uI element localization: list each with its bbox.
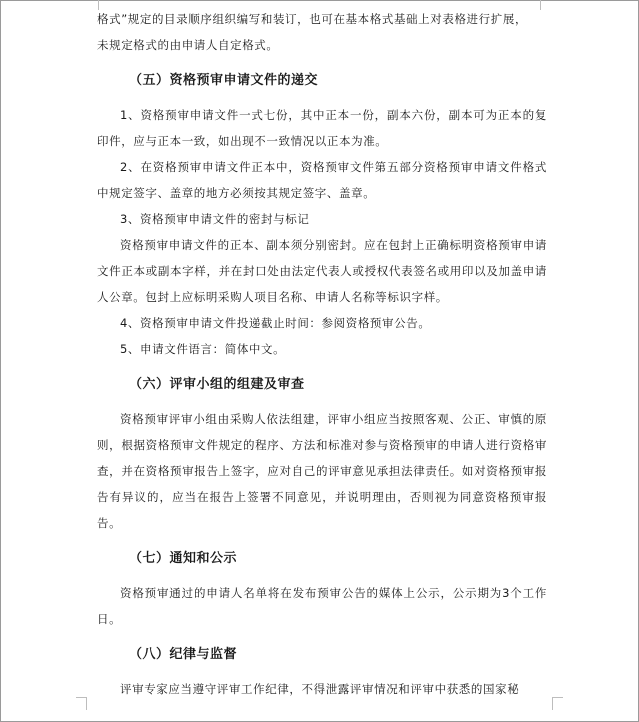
margin-crop-mark: [552, 697, 563, 710]
paragraph: 5、申请文件语言：简体中文。: [120, 342, 286, 356]
document-body: [97, 6, 547, 702]
paragraph: 资格预审申请文件的正本、副本须分别密封。应在包封上正确标明资格预审申请文件正本或副本字样，并在封口处由法定代表人或授权代表签名或用印以及加盖申请人公章。包封上应标明采购人项目名称、申请人名称等标识字样。: [97, 238, 547, 304]
section-heading-8: （八）纪律与监督: [129, 647, 238, 662]
paragraph: 1、资格预审申请文件一式七份，其中正本一份，副本六份，副本可为正本的复印件，应与正本一致，如出现不一致情况以正本为准。: [97, 108, 547, 148]
section-heading-6: （六）评审小组的组建及审查: [129, 377, 305, 392]
paragraph: 资格预审通过的申请人名单将在发布预审公告的媒体上公示，公示期为3个工作日。: [97, 586, 547, 626]
paragraph: 评审专家应当遵守评审工作纪律，不得泄露评审情况和评审中获悉的国家秘: [120, 682, 520, 696]
paragraph: 资格预审评审小组由采购人依法组建，评审小组应当按照客观、公正、审慎的原则，根据资格预审文件规定的程序、方法和标准对参与资格预审的申请人进行资格审查，并在资格预审报告上签字，应对自己的评审意见承担法律责任。如对资格预审报告有异议的，应当在报告上签署不同意见，并说明理由，否则视为同意资格预审报告。: [97, 412, 547, 530]
intro-line: 未规定格式的由申请人自定格式。: [97, 38, 279, 52]
paragraph: 4、资格预审申请文件投递截止时间：参阅资格预审公告。: [120, 316, 431, 330]
margin-crop-mark: [76, 697, 87, 710]
intro-line: 格式”规定的目录顺序组织编写和装订，也可在基本格式基础上对表格进行扩展，: [97, 12, 528, 26]
paragraph: 3、资格预审申请文件的密封与标记: [120, 212, 310, 226]
section-heading-7: （七）通知和公示: [129, 551, 238, 566]
paragraph: 2、在资格预审申请文件正本中，资格预审文件第五部分资格预审申请文件格式中规定签字、盖章的地方必须按其规定签字、盖章。: [97, 160, 547, 200]
section-heading-5: （五）资格预审申请文件的递交: [129, 73, 319, 88]
